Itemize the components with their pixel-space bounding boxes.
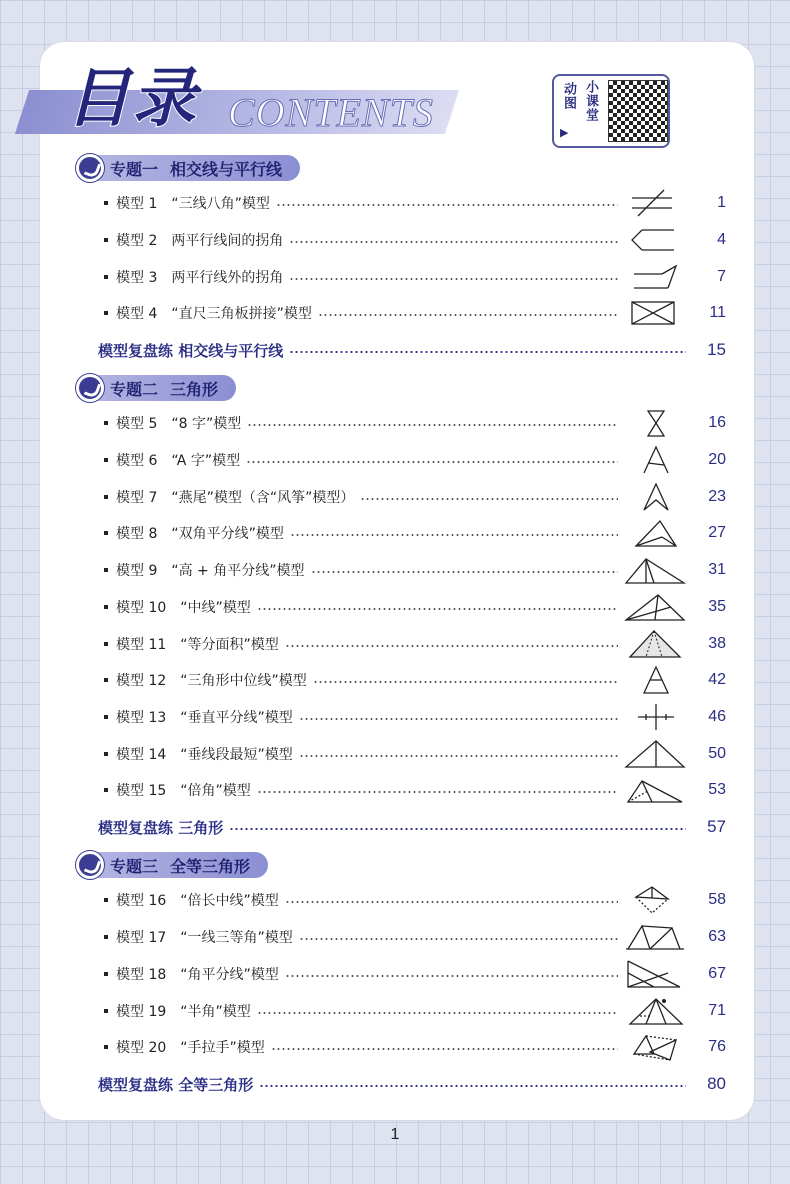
model-title: “等分面积”模型 xyxy=(180,637,279,653)
review-entry[interactable] xyxy=(98,1071,726,1097)
model-title: “垂线段最短”模型 xyxy=(180,747,293,763)
bullet-icon xyxy=(104,1045,108,1049)
dot-leader xyxy=(289,351,686,353)
dot-leader xyxy=(257,791,618,793)
model-title: “8 字”模型 xyxy=(171,416,242,432)
page-number: 50 xyxy=(708,745,726,762)
bullet-icon xyxy=(104,605,108,609)
toc-entry[interactable] xyxy=(104,264,726,290)
dovetail-icon xyxy=(624,482,686,512)
model-number: 模型 8 xyxy=(116,526,158,542)
toc-entry[interactable] xyxy=(104,447,726,473)
toc-entry[interactable] xyxy=(104,557,726,583)
toc-entry[interactable] xyxy=(104,190,726,216)
model-number: 模型 16 xyxy=(116,893,167,909)
review-title: 模型复盘练 三角形 xyxy=(98,818,224,837)
qr-code-panel[interactable] xyxy=(552,74,670,148)
model-number: 模型 13 xyxy=(116,710,167,726)
bullet-icon xyxy=(104,201,108,205)
dot-leader xyxy=(285,975,618,977)
ruler-set-square-icon xyxy=(624,298,686,328)
extended-median-icon xyxy=(624,885,686,915)
bullet-icon xyxy=(104,421,108,425)
page-number: 23 xyxy=(708,488,726,505)
dot-leader xyxy=(229,828,686,830)
model-number: 模型 15 xyxy=(116,783,167,799)
play-icon: ▶ xyxy=(560,126,569,139)
model-number: 模型 10 xyxy=(116,600,167,616)
model-title: “双角平分线”模型 xyxy=(171,526,284,542)
page-number: 20 xyxy=(708,451,726,468)
bullet-icon xyxy=(104,678,108,682)
page-number: 80 xyxy=(707,1074,726,1093)
dot-leader xyxy=(285,901,618,903)
section-label: 专题二 xyxy=(110,379,159,399)
model-number: 模型 7 xyxy=(116,490,158,506)
bullet-icon xyxy=(104,788,108,792)
median-icon xyxy=(624,592,686,622)
page-number: 63 xyxy=(708,928,726,945)
bullet-icon xyxy=(104,752,108,756)
model-title: “倍长中线”模型 xyxy=(180,893,279,909)
section-label: 专题一 xyxy=(110,159,159,179)
dot-leader xyxy=(313,681,618,683)
figure-eight-icon xyxy=(624,408,686,438)
bullet-icon xyxy=(104,898,108,902)
model-title: “直尺三角板拼接”模型 xyxy=(171,306,312,322)
model-number: 模型 12 xyxy=(116,673,167,689)
model-title: “高 + 角平分线”模型 xyxy=(171,563,305,579)
dot-leader xyxy=(276,204,618,206)
dot-leader xyxy=(285,645,618,647)
dot-leader xyxy=(271,1048,618,1050)
perpendicular-bisector-icon xyxy=(624,702,686,732)
dot-leader xyxy=(299,755,618,757)
midline-icon xyxy=(624,665,686,695)
dot-leader xyxy=(257,1012,618,1014)
toc-entry[interactable] xyxy=(104,520,726,546)
model-title: 两平行线外的拐角 xyxy=(171,270,284,286)
dot-leader xyxy=(247,424,618,426)
model-number: 模型 18 xyxy=(116,967,167,983)
altitude-bisector-icon xyxy=(624,555,686,585)
page-number: 76 xyxy=(708,1038,726,1055)
toc-entry[interactable] xyxy=(104,1034,726,1060)
review-title: 模型复盘练 相交线与平行线 xyxy=(98,341,284,360)
section-header-1[interactable] xyxy=(76,154,300,182)
footer-page-number: 1 xyxy=(390,1126,400,1143)
page-number: 27 xyxy=(708,524,726,541)
page-number: 38 xyxy=(708,635,726,652)
bullet-icon xyxy=(104,568,108,572)
bullet-icon xyxy=(104,715,108,719)
dot-leader xyxy=(299,718,618,720)
bullet-icon xyxy=(104,935,108,939)
letter-a-icon xyxy=(624,445,686,475)
toc-entry[interactable] xyxy=(104,777,726,803)
bullet-icon xyxy=(104,642,108,646)
dot-leader xyxy=(289,278,618,280)
model-title: “三角形中位线”模型 xyxy=(180,673,307,689)
page-number: 15 xyxy=(707,340,726,359)
toc-entry[interactable] xyxy=(104,631,726,657)
bullet-icon xyxy=(104,495,108,499)
page-number: 31 xyxy=(708,561,726,578)
review-entry[interactable] xyxy=(98,337,726,363)
model-title: “一线三等角”模型 xyxy=(180,930,293,946)
toc-entry[interactable] xyxy=(104,924,726,950)
section-name: 全等三角形 xyxy=(170,856,251,876)
qr-code-icon[interactable] xyxy=(608,80,668,142)
hand-in-hand-icon xyxy=(624,1032,686,1062)
model-number: 模型 14 xyxy=(116,747,167,763)
dot-leader xyxy=(259,1085,686,1087)
dot-leader xyxy=(289,241,618,243)
model-number: 模型 19 xyxy=(116,1004,167,1020)
model-number: 模型 2 xyxy=(116,233,158,249)
model-title: “角平分线”模型 xyxy=(180,967,279,983)
dot-leader xyxy=(360,498,618,500)
page-number: 71 xyxy=(708,1002,726,1019)
model-number: 模型 3 xyxy=(116,270,158,286)
section-badge-icon xyxy=(76,154,104,182)
model-number: 模型 9 xyxy=(116,563,158,579)
page-number: 53 xyxy=(708,781,726,798)
corner-between-parallels-icon xyxy=(624,225,686,255)
model-number: 模型 11 xyxy=(116,637,167,653)
model-title: 两平行线间的拐角 xyxy=(171,233,284,249)
dot-leader xyxy=(311,571,619,573)
one-line-three-angles-icon xyxy=(624,922,686,952)
section-badge-icon xyxy=(76,374,104,402)
toc-entry[interactable] xyxy=(104,961,726,987)
bullet-icon xyxy=(104,531,108,535)
toc-entry[interactable] xyxy=(104,484,726,510)
section-header-2[interactable] xyxy=(76,374,236,402)
page-number: 58 xyxy=(708,891,726,908)
toc-entry[interactable] xyxy=(104,300,726,326)
bullet-icon xyxy=(104,972,108,976)
model-title: “半角”模型 xyxy=(180,1004,251,1020)
model-number: 模型 1 xyxy=(116,196,158,212)
three-lines-eight-angles-icon xyxy=(624,188,686,218)
angle-bisector-icon xyxy=(624,959,686,989)
section-pill xyxy=(92,375,236,401)
page-number: 11 xyxy=(709,304,726,321)
page-number: 42 xyxy=(708,671,726,688)
half-angle-icon xyxy=(624,996,686,1026)
dot-leader xyxy=(257,608,618,610)
section-header-3[interactable] xyxy=(76,851,268,879)
model-title: “燕尾”模型（含“风筝”模型） xyxy=(171,490,355,506)
bullet-icon xyxy=(104,275,108,279)
review-title: 模型复盘练 全等三角形 xyxy=(98,1075,254,1094)
dot-leader xyxy=(299,938,618,940)
review-entry[interactable] xyxy=(98,814,726,840)
section-label: 专题三 xyxy=(110,856,159,876)
model-title: “A 字”模型 xyxy=(171,453,241,469)
dot-leader xyxy=(290,534,618,536)
page-title: 目录 xyxy=(66,62,198,136)
toc-entry[interactable] xyxy=(104,667,726,693)
double-angle-icon xyxy=(624,775,686,805)
page-number: 1 xyxy=(717,194,726,211)
bullet-icon xyxy=(104,1009,108,1013)
section-pill xyxy=(92,852,268,878)
section-name: 三角形 xyxy=(170,379,219,399)
toc-entry[interactable] xyxy=(104,227,726,253)
page-number: 4 xyxy=(717,231,726,248)
section-name: 相交线与平行线 xyxy=(170,159,283,179)
equal-area-icon xyxy=(624,629,686,659)
model-number: 模型 6 xyxy=(116,453,158,469)
toc-entry[interactable] xyxy=(104,887,726,913)
section-pill xyxy=(92,155,300,181)
model-title: “倍角”模型 xyxy=(180,783,251,799)
corner-outside-parallels-icon xyxy=(624,262,686,292)
toc-entry[interactable] xyxy=(104,741,726,767)
page-number: 46 xyxy=(708,708,726,725)
page-number: 35 xyxy=(708,598,726,615)
page-number: 7 xyxy=(717,268,726,285)
page-number: 57 xyxy=(707,817,726,836)
qr-label-classroom: 小课堂 xyxy=(583,80,598,122)
model-number: 模型 20 xyxy=(116,1040,167,1056)
page-number: 16 xyxy=(708,414,726,431)
toc-entry[interactable] xyxy=(104,594,726,620)
toc-entry[interactable] xyxy=(104,410,726,436)
double-bisector-icon xyxy=(624,518,686,548)
toc-entry[interactable] xyxy=(104,704,726,730)
model-title: “手拉手”模型 xyxy=(180,1040,265,1056)
model-number: 模型 17 xyxy=(116,930,167,946)
toc-entry[interactable] xyxy=(104,998,726,1024)
page-title-english: CONTENTS xyxy=(228,90,434,135)
shortest-perpendicular-icon xyxy=(624,739,686,769)
dot-leader xyxy=(318,314,618,316)
model-number: 模型 5 xyxy=(116,416,158,432)
dot-leader xyxy=(246,461,618,463)
model-number: 模型 4 xyxy=(116,306,158,322)
page-number: 67 xyxy=(708,965,726,982)
section-badge-icon xyxy=(76,851,104,879)
qr-label-animation: 动图 xyxy=(561,82,576,110)
model-title: “垂直平分线”模型 xyxy=(180,710,293,726)
bullet-icon xyxy=(104,311,108,315)
bullet-icon xyxy=(104,458,108,462)
model-title: “中线”模型 xyxy=(180,600,251,616)
bullet-icon xyxy=(104,238,108,242)
model-title: “三线八角”模型 xyxy=(171,196,270,212)
